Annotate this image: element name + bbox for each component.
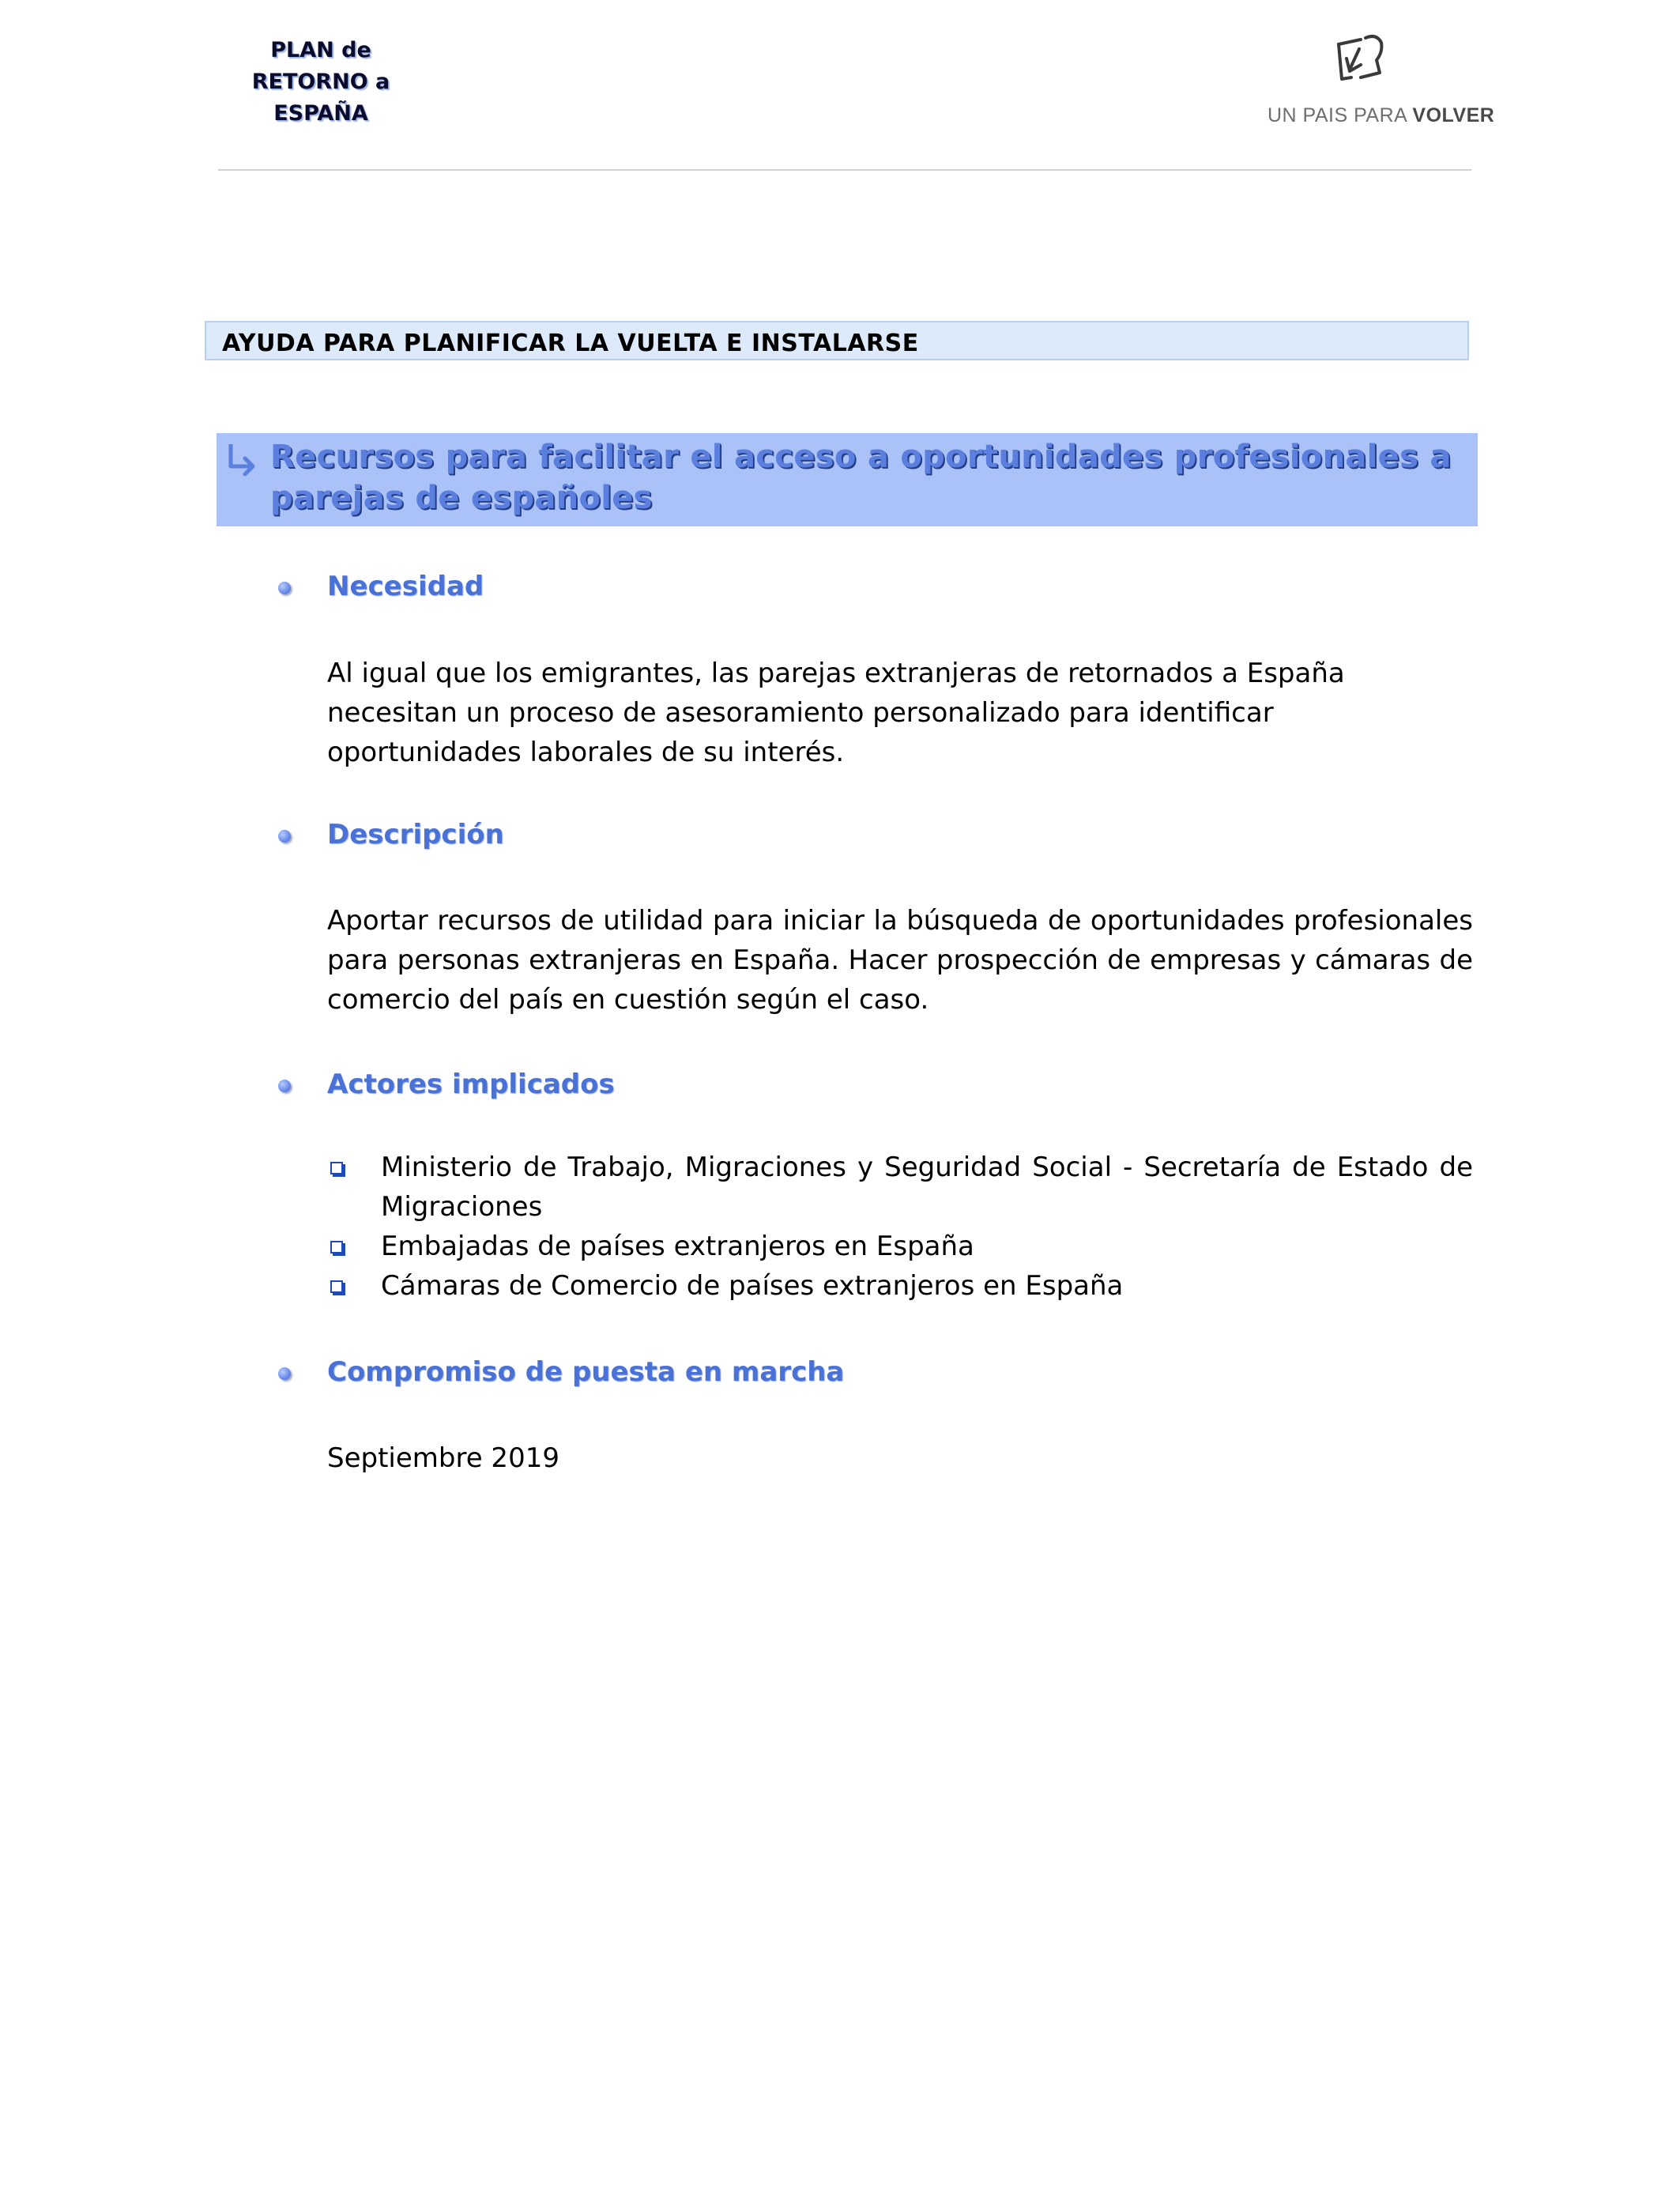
plan-title-line-1: PLAN de xyxy=(270,38,371,62)
plan-retorno-title xyxy=(235,35,406,130)
bullet-necesidad-icon xyxy=(278,582,291,594)
plan-title-line-2: RETORNO a xyxy=(251,70,390,94)
checkbox-bullet-icon xyxy=(330,1162,343,1174)
list-item xyxy=(327,1266,1473,1306)
logo-caption-bold: VOLVER xyxy=(1412,104,1495,126)
header-divider xyxy=(218,169,1471,171)
actores-heading: Actores implicados xyxy=(327,1069,615,1100)
actores-list xyxy=(327,1148,1473,1306)
compromiso-heading: Compromiso de puesta en marcha xyxy=(327,1356,845,1388)
actor-item-text: Ministerio de Trabajo, Migraciones y Seguridad Social - Secretaría de Estado de Migraciones xyxy=(381,1152,1473,1223)
list-item xyxy=(327,1148,1473,1227)
arrow-down-right-icon xyxy=(223,439,261,477)
necesidad-heading: Necesidad xyxy=(327,571,484,602)
actor-item-text: Cámaras de Comercio de países extranjeros en España xyxy=(381,1270,1124,1302)
resource-heading: Recursos para facilitar el acceso a oportunidades profesionales a parejas de españoles xyxy=(270,439,1452,516)
descripcion-paragraph: Aportar recursos de utilidad para iniciar la búsqueda de oportunidades profesionales para personas extranjeras en España. Hacer prospección de empresas y cámaras de comercio del país en cuestión según el caso. xyxy=(327,905,1473,1016)
logo-caption xyxy=(1268,104,1495,127)
logo-caption-light: UN PAIS PARA xyxy=(1268,104,1413,126)
necesidad-paragraph: Al igual que los emigrantes, las parejas extranjeras de retornados a España necesitan un proceso de asesoramiento personalizado para identificar oportunidades laborales de su interés. xyxy=(327,658,1345,768)
compromiso-date: Septiembre 2019 xyxy=(327,1442,559,1474)
bullet-compromiso-icon xyxy=(278,1367,291,1380)
hand-drawn-square-arrow-icon xyxy=(1324,28,1388,95)
bullet-actores-icon xyxy=(278,1080,291,1092)
resource-heading-band xyxy=(217,433,1478,526)
plan-title-line-3: ESPAÑA xyxy=(273,101,368,126)
actor-item-text: Embajadas de países extranjeros en España xyxy=(381,1231,974,1262)
section-title-box xyxy=(205,321,1469,360)
checkbox-bullet-icon xyxy=(330,1241,343,1253)
section-title: AYUDA PARA PLANIFICAR LA VUELTA E INSTALARSE xyxy=(222,330,919,357)
list-item xyxy=(327,1227,1473,1266)
checkbox-bullet-icon xyxy=(330,1280,343,1293)
bullet-descripcion-icon xyxy=(278,830,291,843)
descripcion-heading: Descripción xyxy=(327,819,504,850)
